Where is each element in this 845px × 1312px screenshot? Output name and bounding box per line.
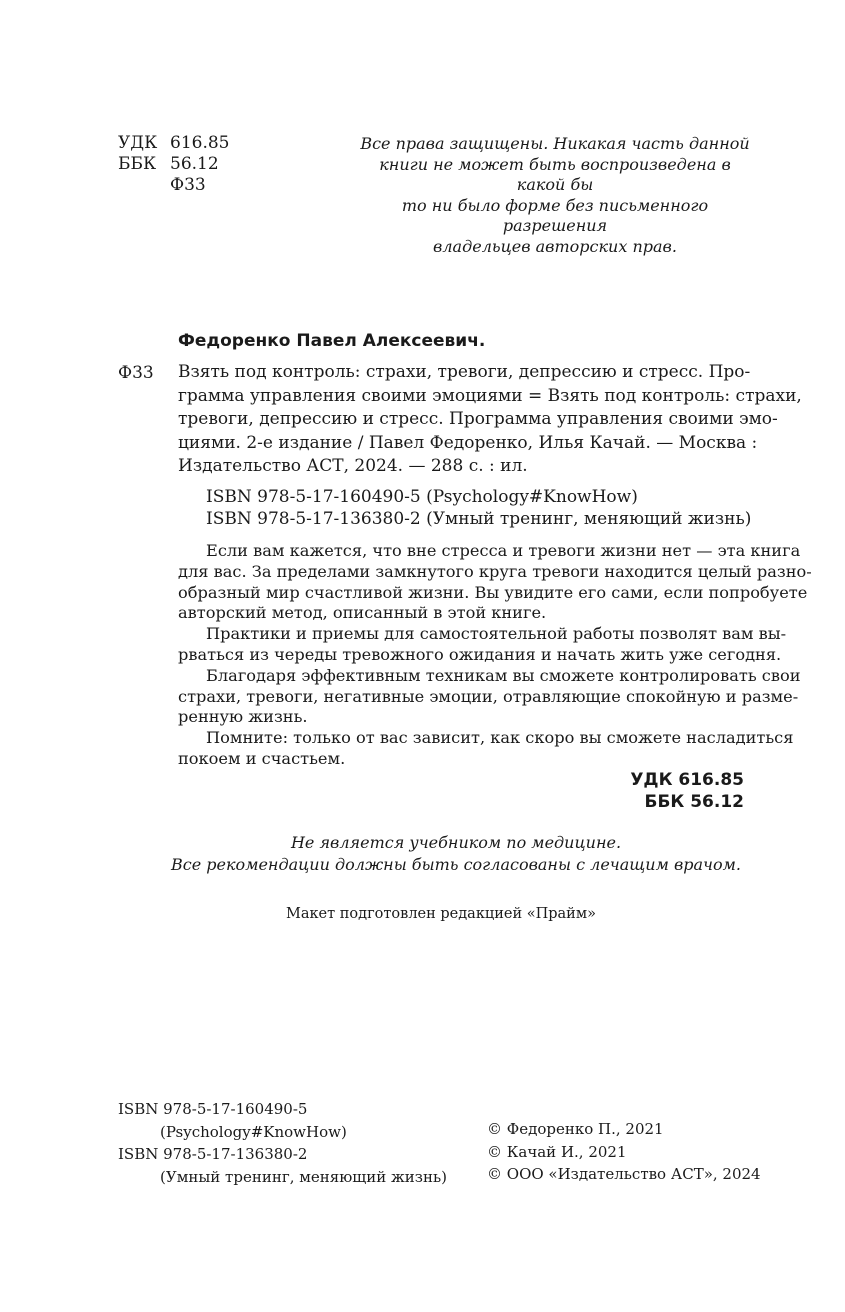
bottom-isbn-line: ISBN 978-5-17-136380-2	[118, 1145, 308, 1163]
bottom-isbn-series: (Умный тренинг, меняющий жизнь)	[160, 1167, 447, 1186]
udk-row	[118, 133, 229, 154]
annotation-line: Практики и приемы для самостоятельной работы позволят вам вы-	[206, 624, 787, 644]
udk-value: 616.85	[170, 133, 230, 153]
annotation-line: Благодаря эффективным техникам вы сможете контролировать свои	[206, 665, 801, 685]
copyright-block	[487, 1118, 761, 1186]
rights-line: книги не может быть воспроизведена в какой бы	[379, 154, 731, 194]
bibliographic-description	[178, 361, 802, 479]
bottom-isbn-line: ISBN 978-5-17-160490-5	[118, 1100, 308, 1118]
isbn-line: ISBN 978-5-17-136380-2 (Умный тренинг, меняющий жизнь)	[206, 509, 752, 529]
copyright-line: © ООО «Издательство АСТ», 2024	[487, 1165, 761, 1183]
udk-bbk-bold	[560, 769, 744, 813]
annotation-line: Если вам кажется, что вне стресса и тревоги жизни нет — эта книга	[206, 541, 801, 560]
isbn-list	[206, 486, 751, 530]
bib-line: грамма управления своими эмоциями = Взять под контроль: страхи,	[178, 385, 802, 406]
annotation-line: авторский метод, описанный в этой книге.	[178, 603, 547, 623]
bib-line: Издательство АСТ, 2024. — 288 с. : ил.	[178, 456, 528, 476]
medical-line: Не является учебником по медицине.	[290, 833, 622, 852]
annotation-line: рваться из череды тревожного ожидания и начать жить уже сегодня.	[178, 644, 782, 664]
rights-notice	[355, 134, 755, 257]
bottom-isbn-block	[118, 1098, 447, 1188]
annotation-line: страхи, тревоги, негативные эмоции, отравляющие спокойную и разме-	[178, 686, 799, 706]
annotation-line: покоем и счастьем.	[178, 748, 346, 768]
layout-note: Макет подготовлен редакцией «Прайм»	[286, 906, 596, 922]
bbk-label: ББК	[118, 154, 157, 174]
rights-line: владельцев авторских прав.	[433, 236, 677, 256]
bbk-row	[118, 154, 229, 175]
bib-line: Взять под контроль: страхи, тревоги, депрессию и стресс. Про-	[178, 362, 751, 382]
cutter-code-main: Ф33	[118, 363, 154, 383]
copyright-line: © Федоренко П., 2021	[487, 1120, 664, 1138]
bib-line: циями. 2-е издание / Павел Федоренко, Илья Качай. — Москва :	[178, 432, 758, 453]
annotation	[178, 541, 812, 770]
udk-label: УДК	[118, 133, 158, 153]
medical-disclaimer	[0, 832, 845, 876]
classification-codes	[118, 133, 229, 196]
medical-line: Все рекомендации должны быть согласованы с лечащим врачом.	[171, 855, 741, 874]
annotation-line: ренную жизнь.	[178, 707, 308, 727]
annotation-line: Помните: только от вас зависит, как скоро вы сможете насладиться	[206, 728, 794, 748]
cutter-row	[118, 175, 229, 196]
copyright-line: © Качай И., 2021	[487, 1142, 627, 1161]
rights-line: Все права защищены. Никакая часть данной	[360, 134, 750, 153]
author-name: Федоренко Павел Алексеевич.	[178, 331, 486, 351]
bbk-value: 56.12	[170, 154, 219, 174]
annotation-line: образный мир счастливой жизни. Вы увидите его сами, если попробуете	[178, 582, 808, 602]
bbk-bold: ББК 56.12	[644, 792, 744, 812]
bottom-isbn-series: (Psychology#KnowHow)	[160, 1122, 347, 1141]
rights-line: то ни было форме без письменного разрешения	[401, 195, 709, 235]
isbn-line: ISBN 978-5-17-160490-5 (Psychology#KnowHow)	[206, 487, 638, 507]
cutter-code: Ф33	[170, 175, 206, 195]
udk-bold: УДК 616.85	[630, 770, 744, 790]
annotation-line: для вас. За пределами замкнутого круга тревоги находится целый разно-	[178, 561, 812, 581]
bib-line: тревоги, депрессию и стресс. Программа управления своими эмо-	[178, 409, 778, 429]
